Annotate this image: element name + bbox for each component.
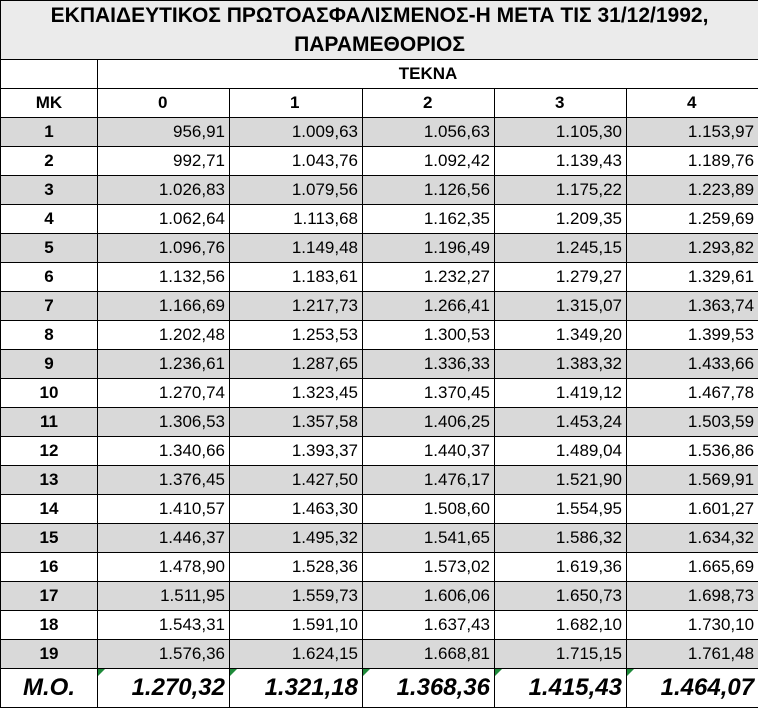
- value-cell[interactable]: 1.637,43: [363, 611, 495, 640]
- column-header[interactable]: 0: [98, 89, 230, 118]
- average-value-cell[interactable]: [230, 669, 363, 708]
- value-cell[interactable]: 1.336,33: [363, 350, 495, 379]
- value-cell[interactable]: 1.287,65: [230, 350, 363, 379]
- value-cell[interactable]: 1.624,15: [230, 640, 363, 669]
- value-cell[interactable]: 1.329,61: [627, 263, 758, 292]
- table-row: [1, 466, 758, 495]
- mk-cell[interactable]: 17: [1, 582, 98, 611]
- value-cell[interactable]: 1.440,37: [363, 437, 495, 466]
- value-cell[interactable]: 1.586,32: [495, 524, 627, 553]
- value-cell[interactable]: 1.363,74: [627, 292, 758, 321]
- value-cell[interactable]: 1.079,56: [230, 176, 363, 205]
- value-cell[interactable]: 1.349,20: [495, 321, 627, 350]
- value-cell[interactable]: 1.406,25: [363, 408, 495, 437]
- value-cell[interactable]: 1.279,27: [495, 263, 627, 292]
- value-cell[interactable]: 1.043,76: [230, 147, 363, 176]
- table-row: [1, 495, 758, 524]
- value-cell[interactable]: 1.376,45: [98, 466, 230, 495]
- value-cell[interactable]: 1.056,63: [363, 118, 495, 147]
- table-row: [1, 176, 758, 205]
- average-value-cell[interactable]: [98, 669, 230, 708]
- value-cell[interactable]: 1.478,90: [98, 553, 230, 582]
- value-cell[interactable]: 1.383,32: [495, 350, 627, 379]
- formula-marker-icon: [230, 669, 237, 676]
- value-cell[interactable]: 1.453,24: [495, 408, 627, 437]
- mk-cell[interactable]: 10: [1, 379, 98, 408]
- value-cell[interactable]: 956,91: [98, 118, 230, 147]
- average-value-cell[interactable]: [495, 669, 627, 708]
- mk-cell[interactable]: 3: [1, 176, 98, 205]
- mk-cell[interactable]: 16: [1, 553, 98, 582]
- value-cell[interactable]: 1.293,82: [627, 234, 758, 263]
- value-cell[interactable]: 1.446,37: [98, 524, 230, 553]
- value-cell[interactable]: 1.062,64: [98, 205, 230, 234]
- value-cell[interactable]: 1.189,76: [627, 147, 758, 176]
- empty-header-cell[interactable]: [1, 60, 98, 89]
- mk-cell[interactable]: 5: [1, 234, 98, 263]
- table-row: [1, 350, 758, 379]
- value-cell[interactable]: 1.698,73: [627, 582, 758, 611]
- value-cell[interactable]: 1.306,53: [98, 408, 230, 437]
- value-cell[interactable]: 1.665,69: [627, 553, 758, 582]
- value-cell[interactable]: 1.543,31: [98, 611, 230, 640]
- mk-cell[interactable]: 12: [1, 437, 98, 466]
- value-cell[interactable]: 1.126,56: [363, 176, 495, 205]
- value-cell[interactable]: 1.026,83: [98, 176, 230, 205]
- value-cell[interactable]: 1.183,61: [230, 263, 363, 292]
- mk-cell[interactable]: 19: [1, 640, 98, 669]
- value-cell[interactable]: 1.619,36: [495, 553, 627, 582]
- value-cell[interactable]: 1.139,43: [495, 147, 627, 176]
- value-cell[interactable]: 1.536,86: [627, 437, 758, 466]
- average-value: 1.464,07: [660, 674, 755, 701]
- formula-marker-icon: [98, 669, 105, 676]
- value-cell[interactable]: 1.433,66: [627, 350, 758, 379]
- value-cell[interactable]: 1.236,61: [98, 350, 230, 379]
- average-value: 1.321,18: [264, 674, 358, 701]
- value-cell[interactable]: 1.427,50: [230, 466, 363, 495]
- value-cell[interactable]: 1.270,74: [98, 379, 230, 408]
- value-cell[interactable]: 1.149,48: [230, 234, 363, 263]
- value-cell[interactable]: 1.166,69: [98, 292, 230, 321]
- table-row: [1, 263, 758, 292]
- value-cell[interactable]: 1.634,32: [627, 524, 758, 553]
- table-row: [1, 147, 758, 176]
- average-value: 1.415,43: [528, 674, 622, 701]
- table-row: [1, 582, 758, 611]
- column-header[interactable]: 4: [627, 89, 758, 118]
- value-cell[interactable]: 1.541,65: [363, 524, 495, 553]
- value-cell[interactable]: 1.528,36: [230, 553, 363, 582]
- value-cell[interactable]: 1.463,30: [230, 495, 363, 524]
- value-cell[interactable]: 1.668,81: [363, 640, 495, 669]
- value-cell[interactable]: 1.223,89: [627, 176, 758, 205]
- column-header[interactable]: 3: [495, 89, 627, 118]
- value-cell[interactable]: 1.410,57: [98, 495, 230, 524]
- value-cell[interactable]: 1.217,73: [230, 292, 363, 321]
- value-cell[interactable]: 1.495,32: [230, 524, 363, 553]
- value-cell[interactable]: 1.511,95: [98, 582, 230, 611]
- value-cell[interactable]: 1.393,37: [230, 437, 363, 466]
- value-cell[interactable]: 1.132,56: [98, 263, 230, 292]
- value-cell[interactable]: 1.266,41: [363, 292, 495, 321]
- value-cell[interactable]: 1.489,04: [495, 437, 627, 466]
- value-cell[interactable]: 1.259,69: [627, 205, 758, 234]
- column-header[interactable]: 2: [363, 89, 495, 118]
- average-value: 1.368,36: [396, 674, 490, 701]
- value-cell[interactable]: 1.323,45: [230, 379, 363, 408]
- value-cell[interactable]: 1.399,53: [627, 321, 758, 350]
- average-value-cell[interactable]: [627, 669, 758, 708]
- value-cell[interactable]: 1.162,35: [363, 205, 495, 234]
- value-cell[interactable]: 1.508,60: [363, 495, 495, 524]
- formula-marker-icon: [495, 669, 502, 676]
- value-cell[interactable]: 1.092,42: [363, 147, 495, 176]
- average-label[interactable]: Μ.Ο.: [1, 669, 98, 708]
- formula-marker-icon: [363, 669, 370, 676]
- value-cell[interactable]: 1.467,78: [627, 379, 758, 408]
- mk-cell[interactable]: 2: [1, 147, 98, 176]
- value-cell[interactable]: 1.554,95: [495, 495, 627, 524]
- value-cell[interactable]: 1.209,35: [495, 205, 627, 234]
- value-cell[interactable]: 1.576,36: [98, 640, 230, 669]
- value-cell[interactable]: 1.606,06: [363, 582, 495, 611]
- value-cell[interactable]: 1.153,97: [627, 118, 758, 147]
- value-cell[interactable]: 1.300,53: [363, 321, 495, 350]
- formula-marker-icon: [627, 669, 634, 676]
- group-header[interactable]: ΤΕΚΝΑ: [98, 60, 758, 89]
- value-cell[interactable]: 1.315,07: [495, 292, 627, 321]
- average-row: [1, 669, 758, 708]
- value-cell[interactable]: 1.175,22: [495, 176, 627, 205]
- value-cell[interactable]: 1.245,15: [495, 234, 627, 263]
- table-row: [1, 437, 758, 466]
- table-row: [1, 321, 758, 350]
- value-cell[interactable]: 1.357,58: [230, 408, 363, 437]
- table-row: [1, 205, 758, 234]
- mk-cell[interactable]: 4: [1, 205, 98, 234]
- value-cell[interactable]: 1.559,73: [230, 582, 363, 611]
- table-row: [1, 524, 758, 553]
- table-row: [1, 379, 758, 408]
- value-cell[interactable]: 1.591,10: [230, 611, 363, 640]
- row-header[interactable]: ΜΚ: [1, 89, 98, 118]
- table-row: [1, 292, 758, 321]
- value-cell[interactable]: 1.113,68: [230, 205, 363, 234]
- value-cell[interactable]: 1.730,10: [627, 611, 758, 640]
- value-cell[interactable]: 1.601,27: [627, 495, 758, 524]
- value-cell[interactable]: 1.232,27: [363, 263, 495, 292]
- mk-cell[interactable]: 9: [1, 350, 98, 379]
- table-row: [1, 118, 758, 147]
- value-cell[interactable]: 1.105,30: [495, 118, 627, 147]
- mk-cell[interactable]: 6: [1, 263, 98, 292]
- value-cell[interactable]: 1.419,12: [495, 379, 627, 408]
- average-value: 1.270,32: [131, 674, 225, 701]
- mk-cell[interactable]: 18: [1, 611, 98, 640]
- value-cell[interactable]: 1.650,73: [495, 582, 627, 611]
- table-row: [1, 611, 758, 640]
- value-cell[interactable]: 1.569,91: [627, 466, 758, 495]
- value-cell[interactable]: 1.196,49: [363, 234, 495, 263]
- title-line-2[interactable]: ΠΑΡΑΜΕΘΟΡΙΟΣ: [1, 31, 758, 60]
- value-cell[interactable]: 1.715,15: [495, 640, 627, 669]
- title-line-1[interactable]: ΕΚΠΑΙΔΕΥΤΙΚΟΣ ΠΡΩΤΟΑΣΦΑΛΙΣΜΕΝΟΣ-Η ΜΕΤΑ ΤΙΣ 31/12/1992,: [1, 1, 758, 32]
- value-cell[interactable]: 1.370,45: [363, 379, 495, 408]
- value-cell[interactable]: 1.009,63: [230, 118, 363, 147]
- value-cell[interactable]: 1.202,48: [98, 321, 230, 350]
- mk-cell[interactable]: 14: [1, 495, 98, 524]
- table-row: [1, 408, 758, 437]
- value-cell[interactable]: 1.521,90: [495, 466, 627, 495]
- mk-cell[interactable]: 1: [1, 118, 98, 147]
- mk-cell[interactable]: 13: [1, 466, 98, 495]
- table-row: [1, 640, 758, 669]
- value-cell[interactable]: 1.761,48: [627, 640, 758, 669]
- value-cell[interactable]: 1.573,02: [363, 553, 495, 582]
- column-header[interactable]: 1: [230, 89, 363, 118]
- mk-cell[interactable]: 15: [1, 524, 98, 553]
- value-cell[interactable]: 1.096,76: [98, 234, 230, 263]
- mk-cell[interactable]: 11: [1, 408, 98, 437]
- average-value-cell[interactable]: [363, 669, 495, 708]
- value-cell[interactable]: 992,71: [98, 147, 230, 176]
- value-cell[interactable]: 1.253,53: [230, 321, 363, 350]
- mk-cell[interactable]: 8: [1, 321, 98, 350]
- table-row: [1, 234, 758, 263]
- value-cell[interactable]: 1.503,59: [627, 408, 758, 437]
- mk-cell[interactable]: 7: [1, 292, 98, 321]
- value-cell[interactable]: 1.340,66: [98, 437, 230, 466]
- table-row: [1, 553, 758, 582]
- value-cell[interactable]: 1.682,10: [495, 611, 627, 640]
- value-cell[interactable]: 1.476,17: [363, 466, 495, 495]
